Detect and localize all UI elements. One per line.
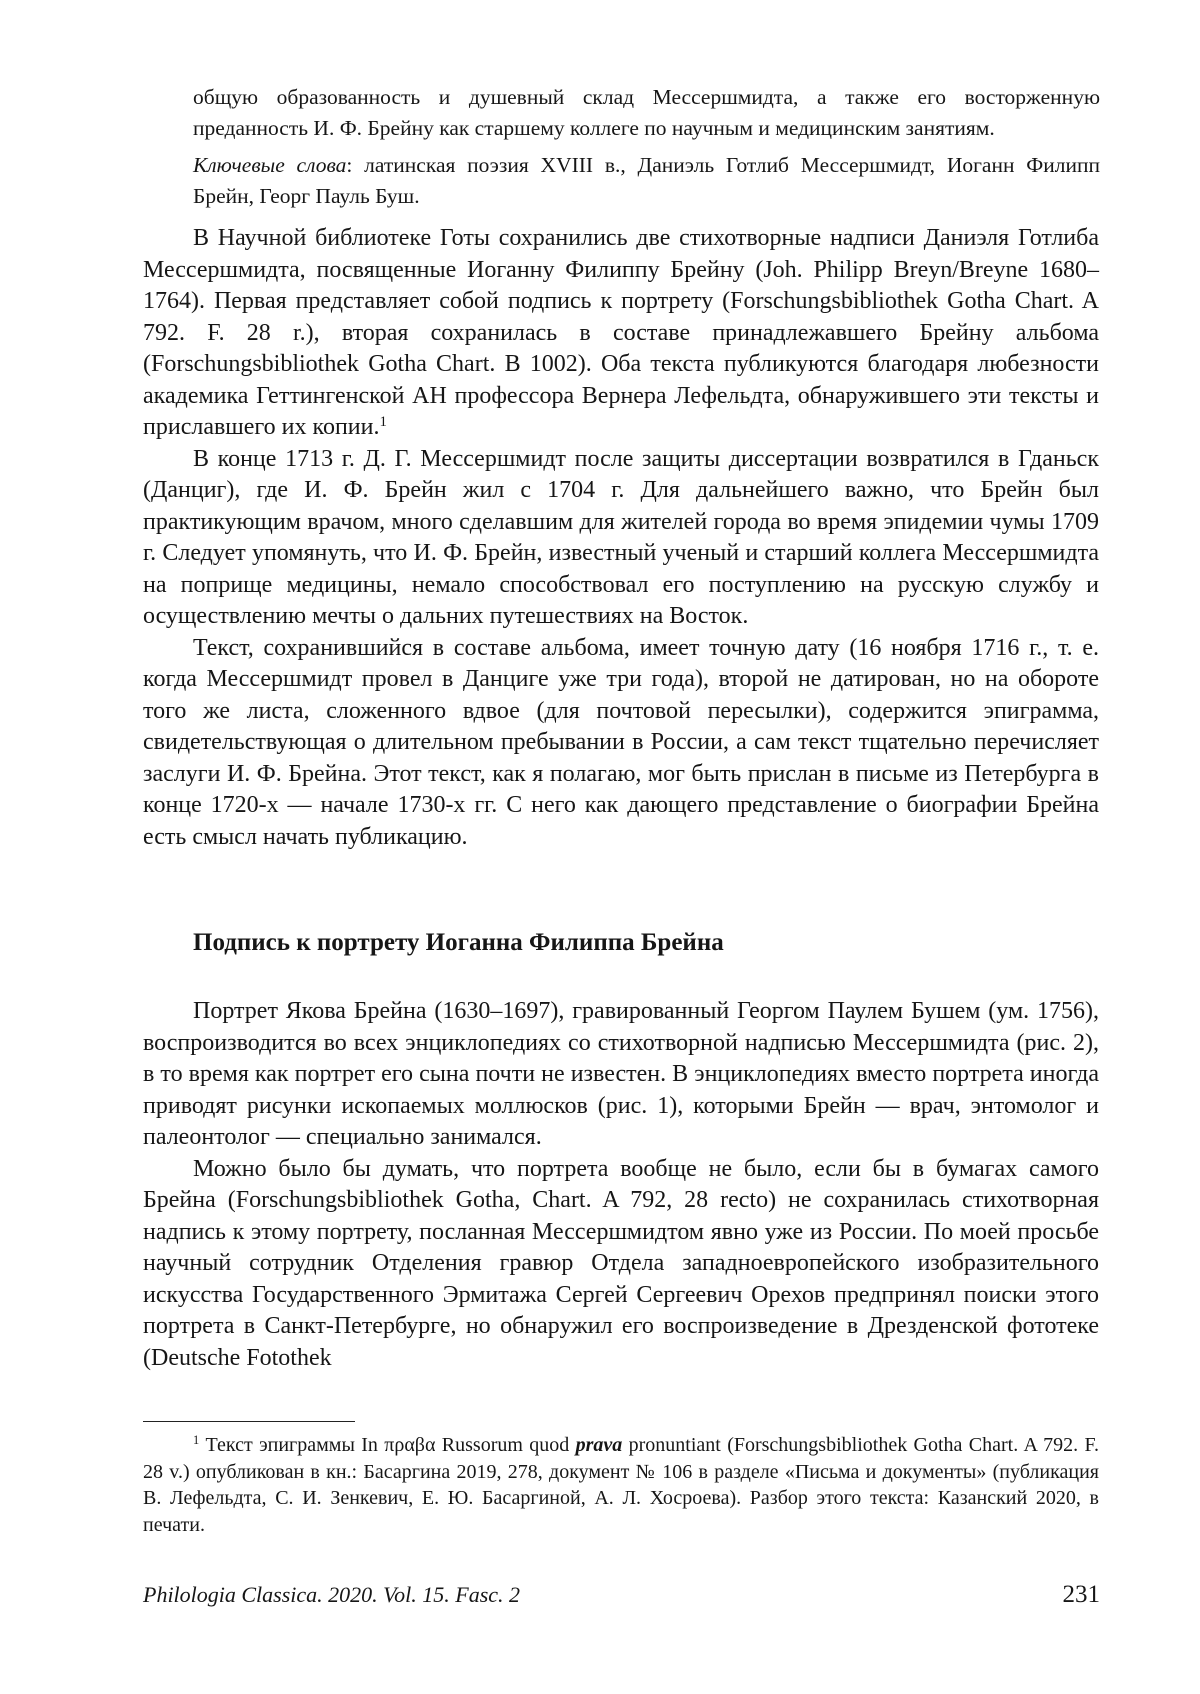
journal-citation: Philologia Classica. 2020. Vol. 15. Fasc. 2	[143, 1582, 521, 1607]
footnote-number: 1	[193, 1433, 200, 1448]
paragraph: Портрет Якова Брейна (1630–1697), гравированный Георгом Паулем Бушем (ум. 1756), воспроизводится во всех энциклопедиях со стихотворной надписью Мессершмидта (рис. 2), в то время как портрет его сына почти не известен. В энциклопедиях вместо портрета иногда приводят рисунки ископаемых моллюсков (рис. 1), которыми Брейн — врач, энтомолог и палеонтолог — специально занимался.	[143, 998, 1099, 1150]
page-number: 231	[1062, 1581, 1100, 1608]
footnote-ref[interactable]: 1	[379, 413, 387, 430]
paragraph: Можно было бы думать, что портрета вообще не было, если бы в бумагах самого Брейна (Forschungsbibliothek Gotha, Chart. A 792, 28 recto) не сохранилась стихотворная надпись к этому портрету, посланная Мессершмидтом явно уже из России. По моей просьбе научный сотрудник Отделения гравюр Отдела западноевропейского изобразительного искусства Государственного Эрмитажа Сергей Сергеевич Орехов предпринял поиски этого портрета в Санкт-Петербурге, но обнаружил его воспроизведение в Дрезденской фототеке (Deutsche Fotothek	[143, 1155, 1099, 1371]
section-intro	[143, 223, 1099, 853]
section-heading: Подпись к портрету Иоганна Филиппа Брейна	[193, 929, 724, 956]
paragraph: Текст, сохранившийся в составе альбома, имеет точную дату (16 ноября 1716 г., т. е. когда Мессершмидт провел в Данциге уже три года), второй не датирован, но на обороте того же листа, сложенного вдвое (для почтовой пересылки), содержится эпиграмма, свидетельствующая о длительном пребывании в России, а сам текст тщательно перечисляет заслуги И. Ф. Брейна. Этот текст, как я полагаю, мог быть прислан в письме из Петербурга в конце 1720-х — начале 1730-х гг. С него как дающего представление о биографии Брейна есть смысл начать публикацию.	[143, 634, 1099, 850]
abstract	[193, 82, 1100, 212]
paragraph: В Научной библиотеке Готы сохранились две стихотворные надписи Даниэля Готлиба Мессершмидта, посвященные Иоганну Филиппу Брейну (Joh. Philipp Breyn/Breyne 1680–1764). Первая представляет собой подпись к портрету (Forschungsbibliothek Gotha Chart. A 792. F. 28 r.), вторая сохранилась в составе принадлежавшего Брейну альбома (Forschungsbibliothek Gotha Chart. B 1002). Оба текста публикуются благодаря любезности академика Геттингенской АН профессора Вернера Лефельдта, обнаружившего эти тексты и приславшего их копии.$^1$	[143, 225, 1099, 440]
keywords-label: Ключевые слова	[193, 153, 347, 177]
keywords-text: : латинская поэзия XVIII в., Даниэль Готлиб Мессершмидт, Иоганн Филипп Брейн, Георг Пауль Буш.	[193, 153, 1100, 208]
section-portrait	[143, 996, 1099, 1374]
paragraph: В конце 1713 г. Д. Г. Мессершмидт после защиты диссертации возвратился в Гданьск (Данциг), где И. Ф. Брейн жил с 1704 г. Для дальнейшего важно, что Брейн был практикующим врачом, много сделавшим для жителей города во время эпидемии чумы 1709 г. Следует упомянуть, что И. Ф. Брейн, известный ученый и старший коллега Мессершмидта на поприще медицины, немало способствовал его поступлению на русскую службу и осуществлению мечты о дальних путешествиях на Восток.	[143, 445, 1099, 629]
footnote: $^1$ Текст эпиграммы In πραβα Russorum quod prava pronuntiant (Forschungsbibliothek Gotha Chart. A 792. F. 28 v.) опубликован в кн.: Басаргина 2019, 278, документ № 106 в разделе «Письма и документы» (публикация В. Лефельдта, С. И. Зенкевич, Е. Ю. Басаргиной, А. Л. Хосроева). Разбор этого текста: Казанский 2020, в печати.	[143, 1433, 1100, 1536]
footnotes	[143, 1432, 1099, 1538]
abstract-tail: общую образованность и душевный склад Мессершмидта, а также его восторженную преданность И. Ф. Брейну как старшему коллеге по научным и медицинским занятиям.	[193, 85, 1100, 140]
footnote-emphasis: prava	[575, 1434, 623, 1456]
footnote-divider	[143, 1421, 355, 1422]
page-footer	[143, 1580, 1100, 1610]
keywords	[193, 150, 1100, 212]
